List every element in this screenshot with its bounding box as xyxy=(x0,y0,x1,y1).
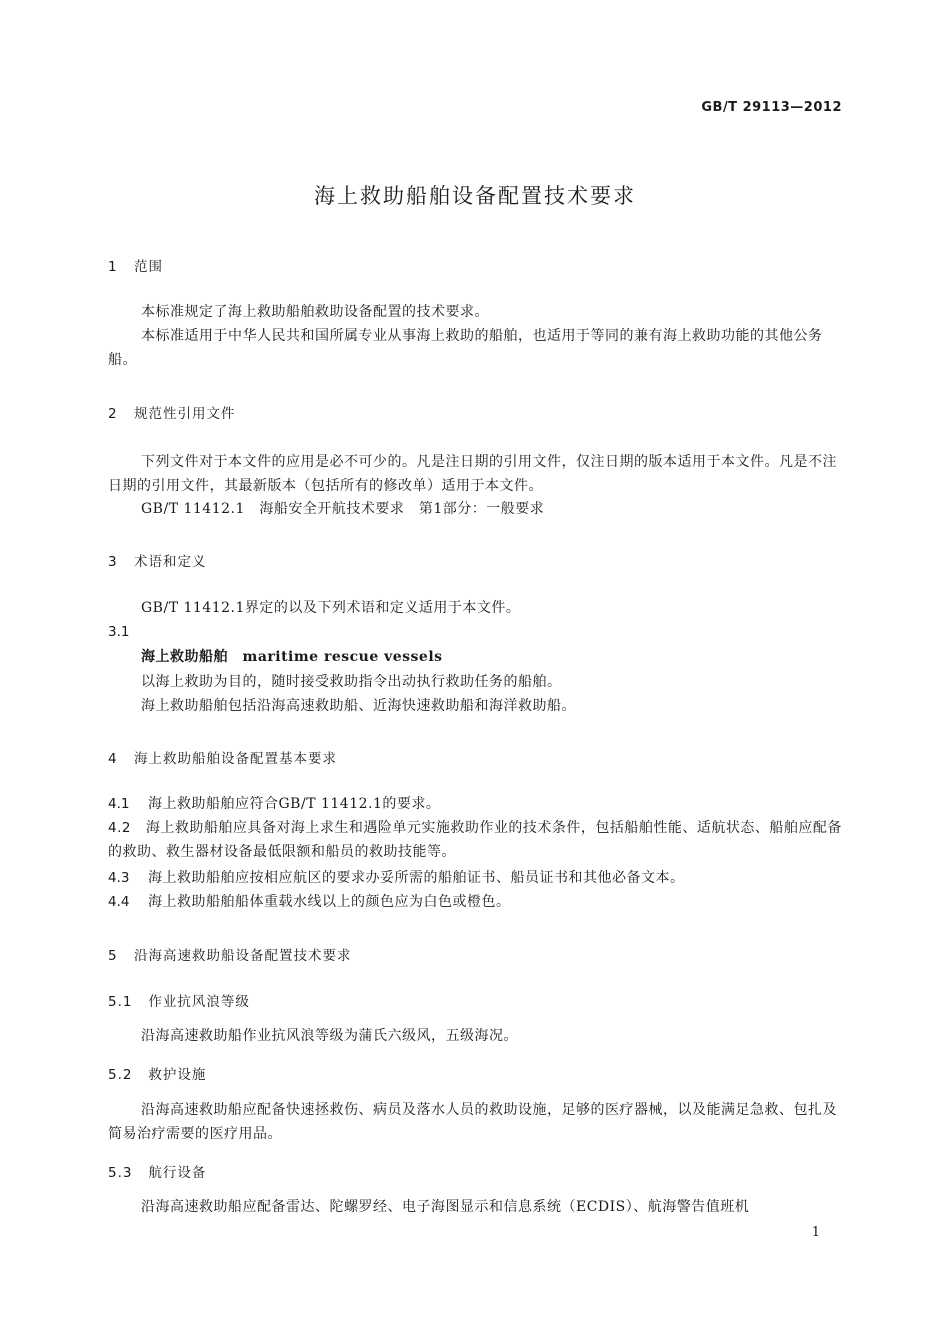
clause-number: 4.3 xyxy=(108,870,130,886)
section-title: 规范性引用文件 xyxy=(134,406,236,422)
paragraph: 沿海高速救助船应配备雷达、陀螺罗经、电子海图显示和信息系统（ECDIS）、航海警告值班机 xyxy=(141,1199,750,1215)
section-number: 5 xyxy=(108,948,118,964)
section-3-heading xyxy=(108,550,207,570)
term-number: 3.1 xyxy=(108,624,130,640)
section-2-heading xyxy=(108,402,236,422)
subsection-5-3-heading xyxy=(108,1161,206,1181)
page-title: 海上救助船舶设备配置技术要求 xyxy=(314,184,636,208)
paragraph: GB/T 11412.1界定的以及下列术语和定义适用于本文件。 xyxy=(141,600,521,616)
paragraph: 下列文件对于本文件的应用是必不可少的。凡是注日期的引用文件，仅注日期的版本适用于本文件。凡是不注日期的引用文件，其最新版本（包括所有的修改单）适用于本文件。 xyxy=(108,454,837,494)
paragraph: 本标准适用于中华人民共和国所属专业从事海上救助的船舶，也适用于等同的兼有海上救助功能的其他公务船。 xyxy=(108,328,823,368)
clause-number: 4.1 xyxy=(108,796,130,812)
section-1-heading xyxy=(108,255,163,275)
term-note: 海上救助船舶包括沿海高速救助船、近海快速救助船和海洋救助船。 xyxy=(141,698,576,714)
clause-text: 海上救助船舶应具备对海上求生和遇险单元实施救助作业的技术条件，包括船舶性能、适航状态、船舶应配备的救助、救生器材设备最低限额和船员的救助技能等。 xyxy=(108,820,842,860)
section-title: 沿海高速救助船设备配置技术要求 xyxy=(134,948,352,964)
page-number: 1 xyxy=(811,1225,820,1240)
paragraph: 沿海高速救助船作业抗风浪等级为蒲氏六级风，五级海况。 xyxy=(141,1028,518,1044)
section-title: 术语和定义 xyxy=(134,554,207,570)
section-title: 海上救助船舶设备配置基本要求 xyxy=(134,751,337,767)
paragraph: 沿海高速救助船应配备快速拯救伤、病员及落水人员的救助设施，足够的医疗器械，以及能满足急救、包扎及简易治疗需要的医疗用品。 xyxy=(108,1102,837,1142)
term-entry xyxy=(141,645,842,669)
subsection-number: 5.1 xyxy=(108,994,133,1010)
subsection-number: 5.3 xyxy=(108,1165,133,1181)
normative-reference: GB/T 11412.1 海船安全开航技术要求 第1部分：一般要求 xyxy=(141,501,545,517)
standard-number: GB/T 29113—2012 xyxy=(701,100,842,115)
term-definition: 以海上救助为目的，随时接受救助指令出动执行救助任务的船舶。 xyxy=(141,674,562,690)
section-number: 2 xyxy=(108,406,118,422)
subsection-5-2-heading xyxy=(108,1063,206,1083)
term-english: maritime rescue vessels xyxy=(242,649,443,665)
clause-number: 4.2 xyxy=(108,820,131,836)
section-number: 4 xyxy=(108,751,118,767)
section-number: 3 xyxy=(108,554,118,570)
subsection-5-1-heading xyxy=(108,990,250,1010)
subsection-title: 航行设备 xyxy=(148,1165,207,1181)
clause-text: 海上救助船舶船体重载水线以上的颜色应为白色或橙色。 xyxy=(148,894,511,910)
clause-text: 海上救助船舶应符合GB/T 11412.1的要求。 xyxy=(148,796,441,812)
clause-text: 海上救助船舶应按相应航区的要求办妥所需的船舶证书、船员证书和其他必备文本。 xyxy=(148,870,685,886)
subsection-title: 作业抗风浪等级 xyxy=(148,994,250,1010)
clause-4-2 xyxy=(108,816,842,864)
section-4-heading xyxy=(108,747,337,767)
term-chinese: 海上救助船舶 xyxy=(141,649,228,665)
subsection-number: 5.2 xyxy=(108,1067,133,1083)
paragraph: 本标准规定了海上救助船舶救助设备配置的技术要求。 xyxy=(141,304,489,320)
section-title: 范围 xyxy=(134,259,163,275)
section-5-heading xyxy=(108,944,352,964)
section-number: 1 xyxy=(108,259,118,275)
clause-number: 4.4 xyxy=(108,894,130,910)
subsection-title: 救护设施 xyxy=(148,1067,207,1083)
